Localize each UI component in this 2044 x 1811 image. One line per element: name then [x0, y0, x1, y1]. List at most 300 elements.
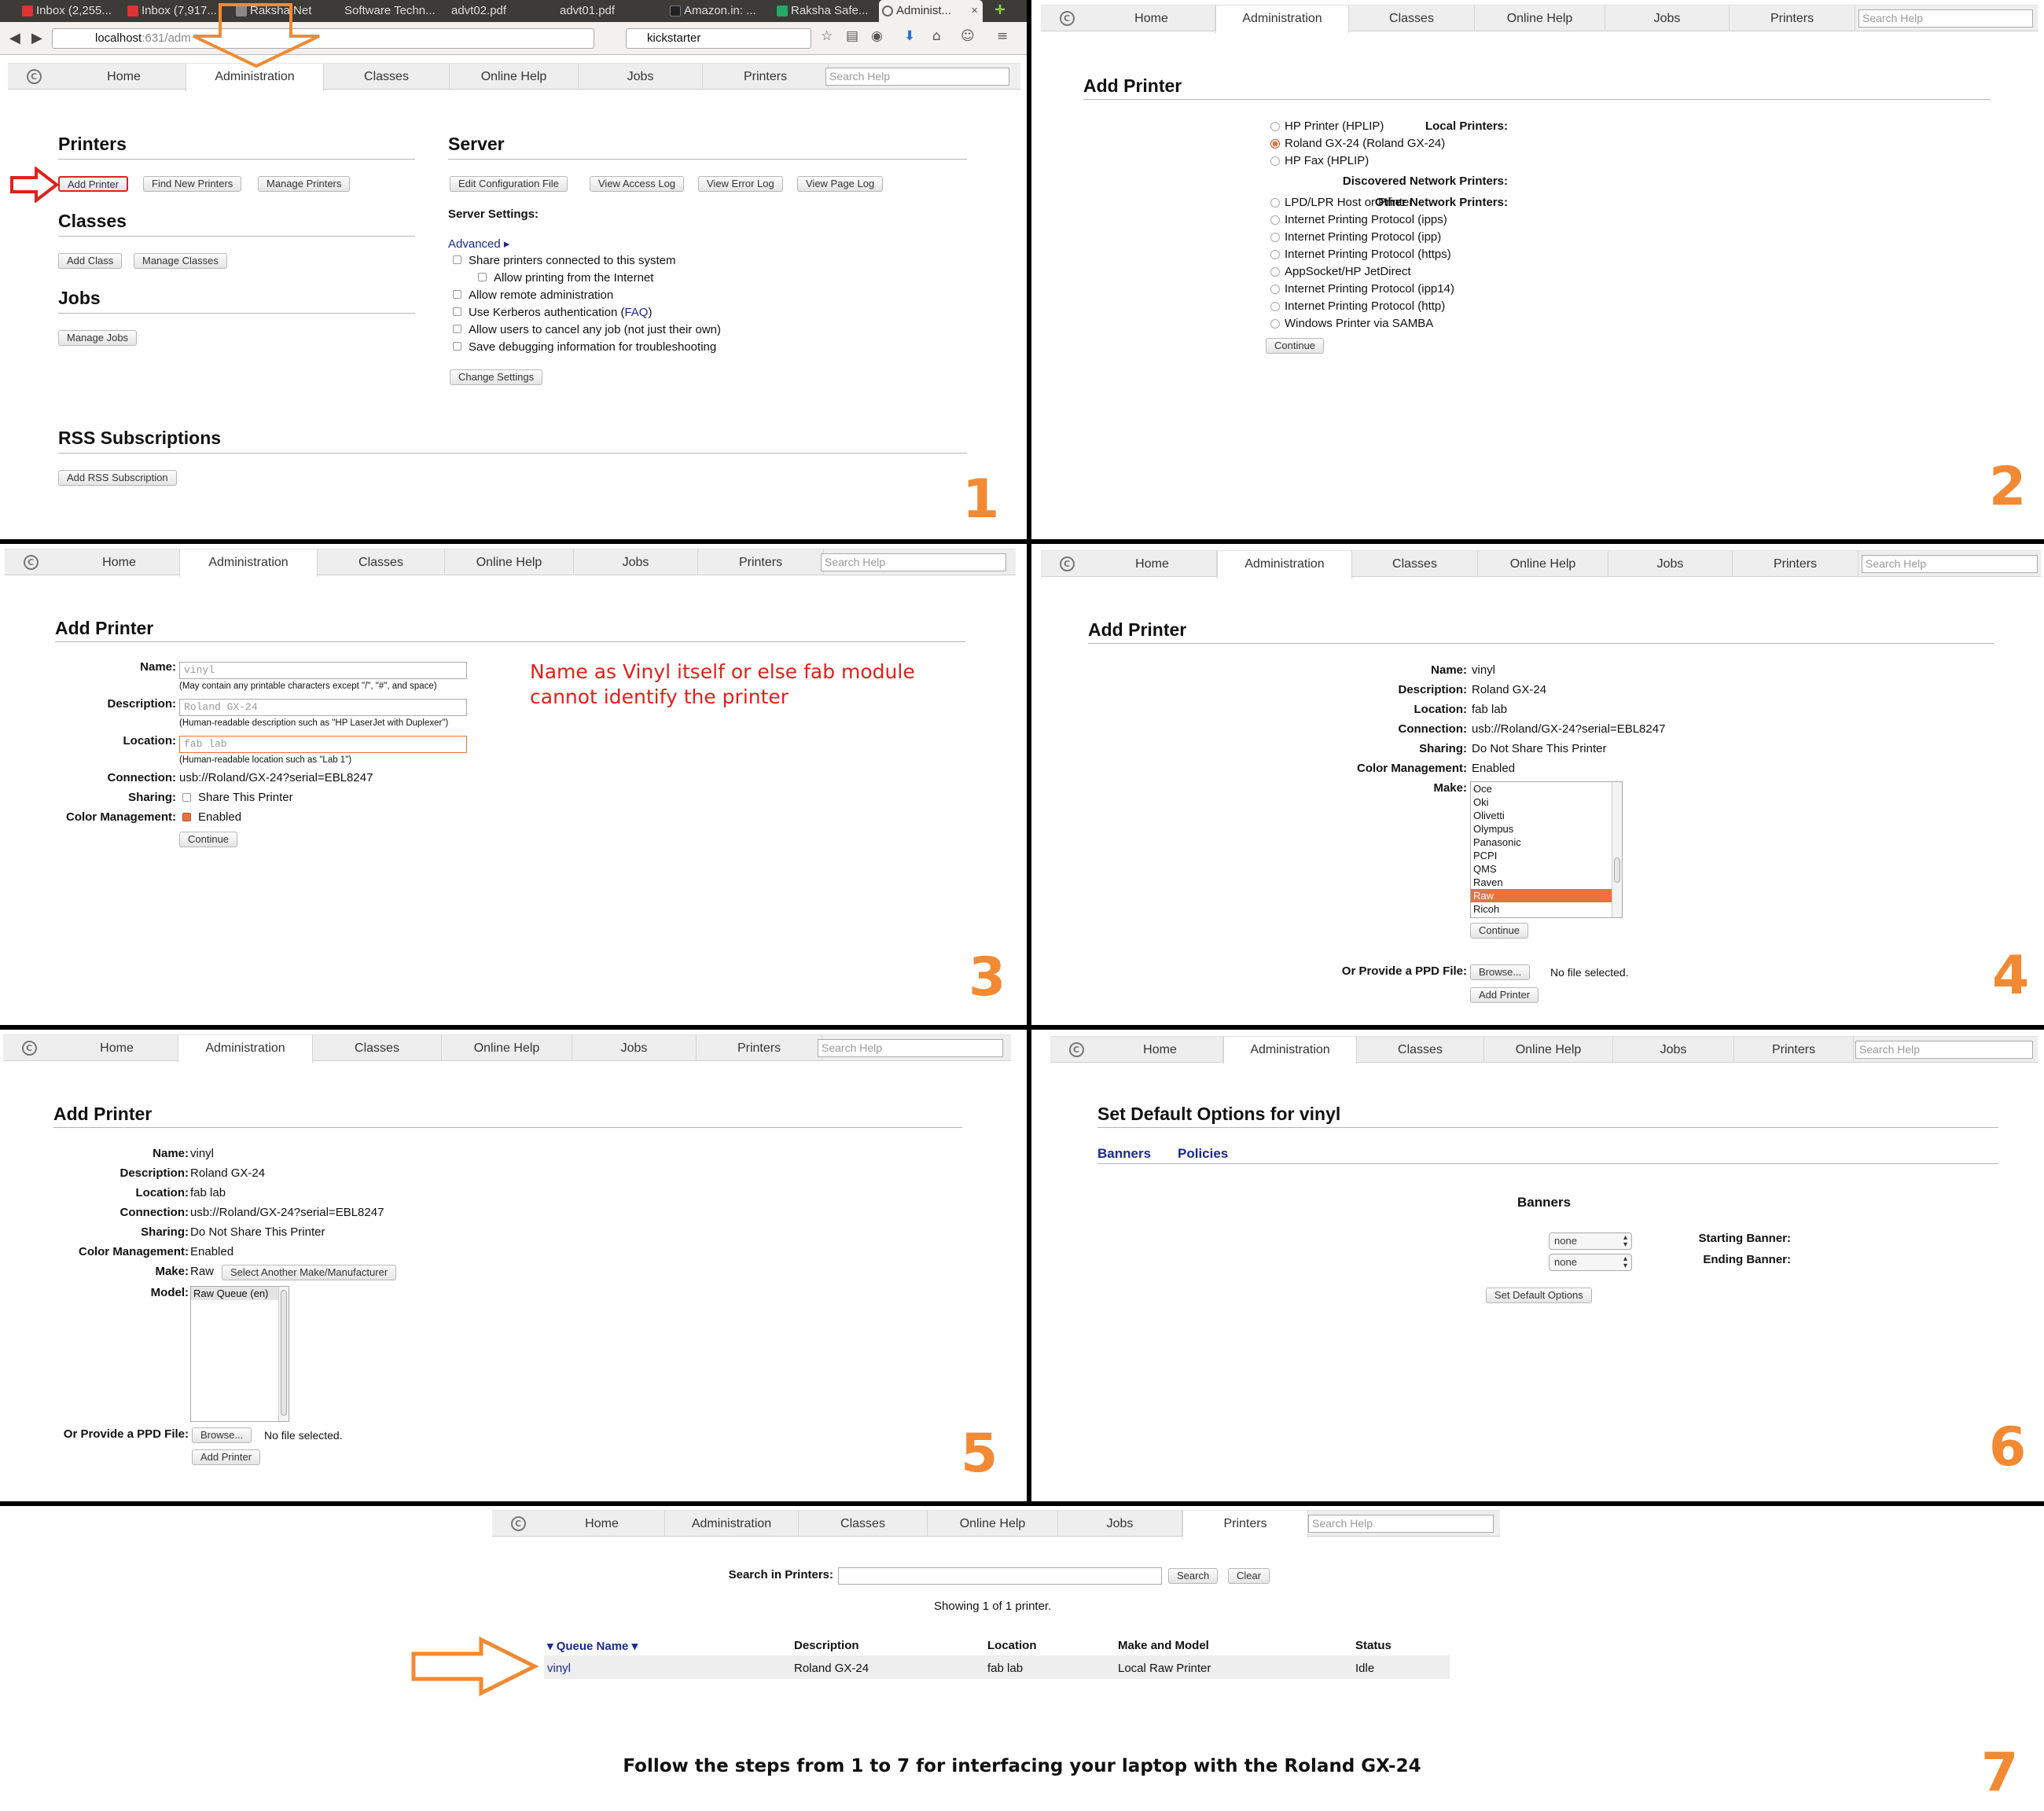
divider: [448, 159, 967, 160]
select-value: none: [1554, 1235, 1577, 1247]
cups-logo: [13, 66, 55, 87]
bookmarks-icon[interactable]: ▤: [846, 28, 859, 44]
add-rss-subscription-button[interactable]: Add RSS Subscription: [58, 470, 177, 486]
network-radio[interactable]: [1270, 267, 1280, 277]
connection-label: Connection:: [1398, 722, 1467, 736]
cell-location: fab lab: [987, 1662, 1024, 1675]
local-printers-label: Local Printers:: [1425, 119, 1508, 133]
cups-logo: [9, 552, 52, 573]
make-label: Make:: [1433, 781, 1467, 795]
sharing-label: Sharing:: [141, 1225, 189, 1239]
updown-icon: ▴ ▾: [1623, 1233, 1627, 1249]
tab-classes[interactable]: Classes: [1352, 551, 1478, 577]
step-number: 2: [1989, 456, 2027, 518]
make-option[interactable]: QMS: [1473, 863, 1497, 875]
browse-button[interactable]: Browse...: [1470, 964, 1530, 980]
cups-logo-icon: C: [511, 1516, 526, 1531]
menu-icon[interactable]: ≡: [997, 28, 1009, 44]
starting-banner-label: Starting Banner:: [1698, 1232, 1791, 1245]
server-settings-label: Server Settings:: [448, 208, 539, 221]
continue-button[interactable]: Continue: [1470, 923, 1528, 939]
amazon-icon: [670, 6, 681, 17]
network-radio[interactable]: [1270, 215, 1280, 225]
tab-online-help[interactable]: Online Help: [1478, 551, 1608, 577]
step-number: 1: [962, 468, 1000, 531]
jobs-heading: Jobs: [58, 288, 101, 308]
remote-admin-checkbox[interactable]: [453, 290, 461, 299]
roland-radio-selected[interactable]: [1270, 139, 1280, 149]
server-heading: Server: [448, 134, 505, 154]
updown-icon: ▴ ▾: [1623, 1254, 1627, 1270]
radio-label: Internet Printing Protocol (https): [1285, 248, 1451, 261]
browser-tab[interactable]: [667, 0, 769, 22]
tab-policies[interactable]: Policies: [1178, 1146, 1229, 1161]
cups-logo-icon: C: [1060, 557, 1075, 571]
home-icon[interactable]: ⌂: [932, 28, 941, 44]
cups-logo-icon: C: [24, 555, 39, 570]
make-option-selected[interactable]: Raw: [1471, 889, 1612, 902]
web-search-input[interactable]: [626, 28, 811, 49]
section-heading: Banners: [1517, 1195, 1572, 1210]
tab-home[interactable]: Home: [1097, 1037, 1223, 1063]
location-value: fab lab: [1472, 703, 1508, 716]
view-access-log-button[interactable]: View Access Log: [590, 176, 684, 192]
color-management-label: Color Management:: [78, 1245, 189, 1258]
cups-logo-icon: C: [27, 69, 42, 84]
gmail-icon: [22, 6, 33, 17]
make-option[interactable]: Oki: [1473, 796, 1489, 808]
sharing-value: Do Not Share This Printer: [1472, 742, 1607, 755]
tab-online-help[interactable]: Online Help: [450, 64, 579, 90]
download-icon[interactable]: ⬇: [904, 28, 916, 44]
divider: [58, 453, 967, 454]
tab-administration[interactable]: Administration: [1217, 551, 1352, 579]
sharing-value: Do Not Share This Printer: [190, 1225, 325, 1239]
network-radio[interactable]: [1270, 302, 1280, 311]
tab-administration[interactable]: Administration: [179, 549, 318, 577]
column-header-location: Location: [987, 1639, 1037, 1652]
connection-label: Connection:: [107, 771, 176, 784]
other-printers-label: Other Network Printers:: [1374, 196, 1508, 209]
tab-printers[interactable]: Printers: [698, 549, 824, 575]
annotation-line-2: cannot identify the printer: [530, 685, 789, 708]
tab-classes[interactable]: Classes: [324, 64, 450, 90]
ending-banner-label: Ending Banner:: [1703, 1253, 1791, 1266]
make-option[interactable]: PCPI: [1473, 850, 1498, 861]
tab-online-help[interactable]: Online Help: [928, 1511, 1058, 1537]
printers-heading: Printers: [58, 134, 127, 154]
location-hint: (Human-readable location such as "Lab 1"): [179, 755, 352, 765]
panel-step-4: [1031, 544, 2044, 1025]
tab-classes[interactable]: Classes: [1349, 6, 1475, 31]
cups-logo-icon: C: [1060, 11, 1075, 26]
name-input[interactable]: vinyl: [179, 662, 467, 679]
continue-button[interactable]: Continue: [1266, 338, 1324, 354]
browser-tab-label: advt01.pdf: [560, 4, 616, 17]
browser-tab-label: Inbox (7,917...: [142, 4, 217, 17]
model-option-selected[interactable]: Raw Queue (en): [191, 1287, 278, 1300]
divider: [1083, 99, 1991, 100]
forward-icon[interactable]: ▶: [31, 30, 42, 46]
make-value: Raw: [190, 1265, 215, 1278]
search-printers-input[interactable]: [838, 1567, 1162, 1585]
allow-internet-checkbox[interactable]: [478, 273, 487, 281]
column-header-make-model: Make and Model: [1118, 1639, 1209, 1652]
sharing-label: Sharing:: [128, 791, 176, 804]
description-value: Roland GX-24: [190, 1166, 266, 1180]
browser-tab[interactable]: [19, 0, 119, 22]
color-management-value: Enabled: [198, 810, 242, 824]
cups-logo: [1046, 553, 1088, 575]
cups-nav: [1041, 550, 2041, 577]
select-another-make-button[interactable]: Select Another Make/Manufacturer: [222, 1265, 396, 1280]
help-search-input[interactable]: Search Help: [1858, 9, 2033, 28]
set-default-options-button[interactable]: Set Default Options: [1486, 1288, 1592, 1303]
web-search-value: kickstarter: [647, 31, 701, 45]
make-option[interactable]: Panasonic: [1473, 836, 1521, 848]
divider: [58, 159, 415, 160]
description-label: Description:: [107, 697, 176, 711]
cups-logo: [8, 1038, 50, 1059]
tab-jobs[interactable]: Jobs: [1058, 1511, 1182, 1537]
ppd-file-label: Or Provide a PPD File:: [1341, 964, 1467, 978]
gmail-icon: [127, 6, 138, 17]
network-radio[interactable]: [1270, 250, 1280, 259]
model-label: Model:: [150, 1286, 189, 1299]
listbox-scrollbar[interactable]: [278, 1287, 289, 1421]
url-path: :631/adm: [142, 31, 191, 45]
back-icon[interactable]: ◀: [9, 30, 20, 46]
raksha-icon: [777, 6, 788, 17]
tab-online-help[interactable]: Online Help: [1484, 1037, 1613, 1063]
location-input[interactable]: fab lab: [179, 736, 467, 753]
browser-tab-label: Software Techn...: [344, 4, 436, 17]
share-printer-checkbox[interactable]: [182, 793, 191, 802]
panel-step-1: [0, 0, 1027, 539]
tab-printers[interactable]: Printers: [703, 64, 829, 90]
radio-label: Internet Printing Protocol (ipp14): [1285, 282, 1454, 296]
make-label: Make:: [155, 1265, 189, 1278]
location-label: Location:: [1414, 703, 1467, 716]
starting-banner-select[interactable]: [1549, 1232, 1632, 1250]
option-label: Allow users to cancel any job (not just their own): [469, 323, 721, 336]
make-listbox[interactable]: [1470, 781, 1623, 918]
right-arrow-annotation-icon: [9, 167, 60, 203]
browser-tab[interactable]: [327, 0, 445, 22]
tab-classes[interactable]: Classes: [1357, 1037, 1484, 1063]
help-search-input[interactable]: Search Help: [1855, 1041, 2033, 1059]
right-arrow-annotation-icon: [409, 1635, 541, 1698]
panel-step-3: [0, 544, 1027, 1025]
showing-count: Showing 1 of 1 printer.: [934, 1600, 1052, 1613]
share-printer-label: Share This Printer: [198, 791, 293, 804]
name-label: Name:: [140, 660, 176, 674]
tab-online-help[interactable]: Online Help: [1475, 6, 1605, 31]
connection-value: usb://Roland/GX-24?serial=EBL8247: [179, 771, 373, 784]
page-title: Add Printer: [55, 618, 154, 638]
classes-heading: Classes: [58, 211, 127, 231]
connection-value: usb://Roland/GX-24?serial=EBL8247: [190, 1206, 384, 1219]
queue-name-link[interactable]: vinyl: [547, 1662, 572, 1675]
divider: [1097, 1127, 1998, 1128]
tab-administration[interactable]: Administration: [665, 1511, 799, 1537]
down-arrow-annotation-icon: [186, 2, 327, 69]
divider: [55, 641, 965, 642]
help-search-input[interactable]: Search Help: [1308, 1515, 1494, 1533]
option-label: Allow remote administration: [469, 288, 614, 302]
ending-banner-select[interactable]: [1549, 1254, 1632, 1271]
name-value: vinyl: [1472, 663, 1496, 677]
option-label: Allow printing from the Internet: [494, 271, 654, 285]
cups-logo: [497, 1513, 539, 1534]
ppd-file-label: Or Provide a PPD File:: [63, 1427, 189, 1441]
instruction-footer: Follow the steps from 1 to 7 for interfacing your laptop with the Roland GX-24: [623, 1756, 1421, 1776]
browser-tab[interactable]: [434, 0, 535, 22]
sharing-label: Sharing:: [1419, 742, 1467, 755]
no-file-text: No file selected.: [1550, 966, 1629, 979]
faq-link[interactable]: FAQ: [624, 306, 649, 319]
radio-label: AppSocket/HP JetDirect: [1285, 265, 1411, 278]
step-number: 6: [1989, 1416, 2027, 1479]
radio-label: Internet Printing Protocol (http): [1285, 299, 1446, 313]
divider: [58, 236, 415, 237]
clear-button[interactable]: Clear: [1228, 1568, 1270, 1584]
cups-nav: [1050, 1036, 2038, 1063]
page-title: Set Default Options for vinyl: [1097, 1104, 1341, 1124]
color-management-value: Enabled: [1472, 762, 1516, 775]
radio-label: Internet Printing Protocol (ipps): [1285, 213, 1447, 226]
step-number: 5: [961, 1423, 998, 1485]
tab-home[interactable]: Home: [539, 1511, 665, 1537]
manage-jobs-button[interactable]: Manage Jobs: [58, 330, 137, 346]
kerberos-checkbox[interactable]: [453, 307, 461, 316]
rss-heading: RSS Subscriptions: [58, 428, 222, 448]
tab-administration[interactable]: Administration: [1223, 1037, 1357, 1064]
pocket-icon[interactable]: ◉: [871, 28, 883, 44]
annotation-line-1: Name as Vinyl itself or else fab module: [530, 660, 915, 683]
scroll-thumb[interactable]: [1614, 858, 1620, 883]
manage-printers-button[interactable]: Manage Printers: [258, 176, 350, 192]
make-option[interactable]: Olivetti: [1473, 810, 1505, 821]
network-radio[interactable]: [1270, 319, 1280, 329]
browse-button[interactable]: Browse...: [192, 1427, 252, 1443]
add-printer-button[interactable]: Add Printer: [1470, 987, 1539, 1003]
tab-classes[interactable]: Classes: [313, 1035, 442, 1061]
new-tab-icon[interactable]: +: [994, 0, 1005, 20]
tab-administration[interactable]: Administration: [1215, 6, 1349, 33]
color-management-value: Enabled: [190, 1245, 234, 1258]
panel-step-2: [1031, 0, 2044, 539]
tab-jobs[interactable]: Jobs: [1613, 1037, 1734, 1063]
tab-printers[interactable]: Printers: [1734, 1037, 1854, 1063]
location-label: Location:: [135, 1186, 189, 1199]
column-header-queue-name[interactable]: ▾ Queue Name ▾: [547, 1640, 638, 1653]
browser-tab-active[interactable]: [879, 0, 983, 22]
view-page-log-button[interactable]: View Page Log: [797, 176, 883, 192]
tab-classes[interactable]: Classes: [799, 1511, 928, 1537]
cell-make-model: Local Raw Printer: [1118, 1662, 1211, 1675]
listbox-scrollbar[interactable]: [1612, 782, 1622, 917]
browser-tab-label: Administ...: [896, 4, 952, 17]
make-option[interactable]: Olympus: [1473, 823, 1514, 835]
tab-administration[interactable]: Administration: [186, 64, 324, 91]
continue-button[interactable]: Continue: [179, 832, 237, 847]
advanced-link[interactable]: Advanced ▸: [448, 237, 510, 251]
help-search-input[interactable]: Search Help: [1862, 555, 2038, 573]
divider: [53, 1127, 962, 1128]
chat-icon[interactable]: ☺: [961, 28, 975, 44]
tab-home[interactable]: Home: [55, 64, 193, 90]
browser-tab-label: Raksha Safe...: [791, 4, 869, 17]
color-management-label: Color Management:: [65, 810, 176, 824]
search-button[interactable]: Search: [1168, 1568, 1218, 1584]
radio-label: Internet Printing Protocol (ipp): [1285, 230, 1442, 244]
tab-jobs[interactable]: Jobs: [572, 1035, 697, 1061]
find-new-printers-button[interactable]: Find New Printers: [143, 176, 241, 192]
select-value: none: [1554, 1256, 1577, 1268]
url-host: localhost: [95, 31, 142, 45]
tab-administration[interactable]: Administration: [178, 1035, 313, 1063]
hp-fax-radio[interactable]: [1270, 156, 1280, 166]
tab-home[interactable]: Home: [50, 1035, 184, 1061]
share-printers-checkbox[interactable]: [453, 255, 461, 264]
tab-jobs[interactable]: Jobs: [579, 64, 703, 90]
tab-printers[interactable]: Printers: [1182, 1511, 1308, 1538]
debug-logging-checkbox[interactable]: [453, 342, 461, 351]
network-radio[interactable]: [1270, 233, 1280, 242]
tab-home[interactable]: Home: [1088, 6, 1215, 31]
radio-label: Roland GX-24 (Roland GX-24): [1285, 137, 1446, 150]
cups-logo-icon: C: [22, 1041, 37, 1056]
cell-description: Roland GX-24: [794, 1662, 869, 1675]
tab-printers[interactable]: Printers: [697, 1035, 822, 1061]
tab-home[interactable]: Home: [52, 549, 187, 575]
connection-value: usb://Roland/GX-24?serial=EBL8247: [1472, 722, 1666, 736]
make-option[interactable]: Ricoh: [1473, 903, 1500, 915]
scroll-thumb[interactable]: [281, 1290, 287, 1416]
add-class-button[interactable]: Add Class: [58, 253, 122, 269]
location-value: fab lab: [190, 1186, 226, 1199]
step-number: 7: [1981, 1742, 2019, 1804]
option-label: [469, 306, 652, 319]
tab-jobs[interactable]: Jobs: [1605, 6, 1730, 31]
paren: ): [648, 306, 653, 319]
page-title: Add Printer: [1088, 619, 1187, 640]
hp-printer-radio[interactable]: [1270, 122, 1280, 131]
step-number: 3: [969, 946, 1006, 1008]
tab-printers[interactable]: Printers: [1733, 551, 1858, 577]
no-file-text: No file selected.: [264, 1429, 343, 1442]
radio-label: HP Fax (HPLIP): [1285, 154, 1369, 167]
make-option[interactable]: Raven: [1473, 876, 1503, 888]
tab-online-help[interactable]: Online Help: [442, 1035, 572, 1061]
divider: [1088, 643, 1994, 644]
divider: [1097, 1163, 1998, 1164]
tab-jobs[interactable]: Jobs: [1608, 551, 1733, 577]
manage-classes-button[interactable]: Manage Classes: [134, 253, 227, 269]
panel-step-6: [1031, 1030, 2044, 1501]
tab-online-help[interactable]: Online Help: [445, 549, 574, 575]
cups-logo: [1055, 1039, 1097, 1060]
help-search-input[interactable]: Search Help: [818, 1039, 1003, 1057]
bookmark-star-icon[interactable]: ☆: [821, 28, 833, 44]
network-radio[interactable]: [1270, 285, 1280, 294]
add-printer-button[interactable]: Add Printer: [58, 176, 128, 192]
option-label: Share printers connected to this system: [469, 254, 676, 267]
browser-tab[interactable]: [542, 0, 643, 22]
connection-label: Connection:: [119, 1206, 189, 1219]
divider: [58, 313, 415, 314]
edit-configuration-file-button[interactable]: Edit Configuration File: [450, 176, 568, 192]
cups-logo-icon: C: [1069, 1042, 1084, 1057]
close-tab-icon[interactable]: ×: [971, 4, 978, 17]
name-label: Name:: [1431, 663, 1467, 677]
tab-banners[interactable]: Banners: [1097, 1146, 1152, 1161]
cups-icon: [882, 6, 893, 17]
network-radio[interactable]: [1270, 198, 1280, 208]
browser-tab-label: Inbox (2,255...: [36, 4, 112, 17]
name-label: Name:: [153, 1147, 189, 1160]
cups-nav: [3, 1034, 1011, 1061]
browser-tab[interactable]: [774, 0, 876, 22]
column-header-status: Status: [1355, 1639, 1391, 1652]
column-header-description: Description: [794, 1639, 859, 1652]
location-label: Location:: [123, 734, 176, 748]
description-label: Description:: [119, 1166, 189, 1180]
radio-label: HP Printer (HPLIP): [1285, 119, 1384, 133]
page-title: Add Printer: [53, 1104, 153, 1124]
page-title: Add Printer: [1083, 75, 1182, 96]
cups-nav: [5, 549, 1016, 575]
browser-tab-label: Amazon.in: ...: [684, 4, 756, 17]
description-input[interactable]: Roland GX-24: [179, 699, 467, 716]
tab-classes[interactable]: Classes: [318, 549, 445, 575]
panel-step-7: [0, 1506, 2044, 1811]
color-management-checkbox[interactable]: [182, 813, 191, 821]
tab-home[interactable]: Home: [1088, 551, 1217, 577]
browser-tab-label: advt02.pdf: [451, 4, 507, 17]
step-number: 4: [1992, 945, 2030, 1007]
kerberos-label: Use Kerberos authentication (: [469, 306, 625, 319]
tab-jobs[interactable]: Jobs: [574, 549, 698, 575]
radio-label: LPD/LPR Host or Printer: [1285, 196, 1414, 209]
cups-nav: [1041, 5, 2038, 31]
browser-tab-label: Raksha Net: [250, 4, 312, 17]
option-label: Save debugging information for troubleshooting: [469, 340, 717, 354]
cups-nav: [492, 1510, 1500, 1537]
make-option[interactable]: Oce: [1473, 783, 1492, 795]
panel-step-5: [0, 1030, 1027, 1501]
discovered-printers-label: Discovered Network Printers:: [1342, 174, 1508, 188]
name-value: vinyl: [190, 1147, 215, 1160]
cups-nav: [8, 63, 1020, 90]
model-listbox[interactable]: [190, 1286, 289, 1422]
color-management-label: Color Management:: [1356, 762, 1467, 775]
cancel-any-job-checkbox[interactable]: [453, 325, 461, 333]
name-hint: (May contain any printable characters except "/", "#", and space): [179, 681, 437, 691]
radio-label: Windows Printer via SAMBA: [1285, 317, 1434, 330]
cups-logo: [1046, 8, 1088, 29]
description-value: Roland GX-24: [1472, 683, 1547, 696]
change-settings-button[interactable]: Change Settings: [450, 369, 542, 385]
view-error-log-button[interactable]: View Error Log: [698, 176, 783, 192]
add-printer-button[interactable]: Add Printer: [192, 1449, 260, 1465]
tab-printers[interactable]: Printers: [1730, 6, 1855, 31]
help-search-input[interactable]: Search Help: [825, 68, 1009, 86]
help-search-input[interactable]: Search Help: [821, 553, 1006, 571]
description-hint: (Human-readable description such as "HP LaserJet with Duplexer"): [179, 718, 449, 728]
search-printers-label: Search in Printers:: [728, 1568, 833, 1581]
